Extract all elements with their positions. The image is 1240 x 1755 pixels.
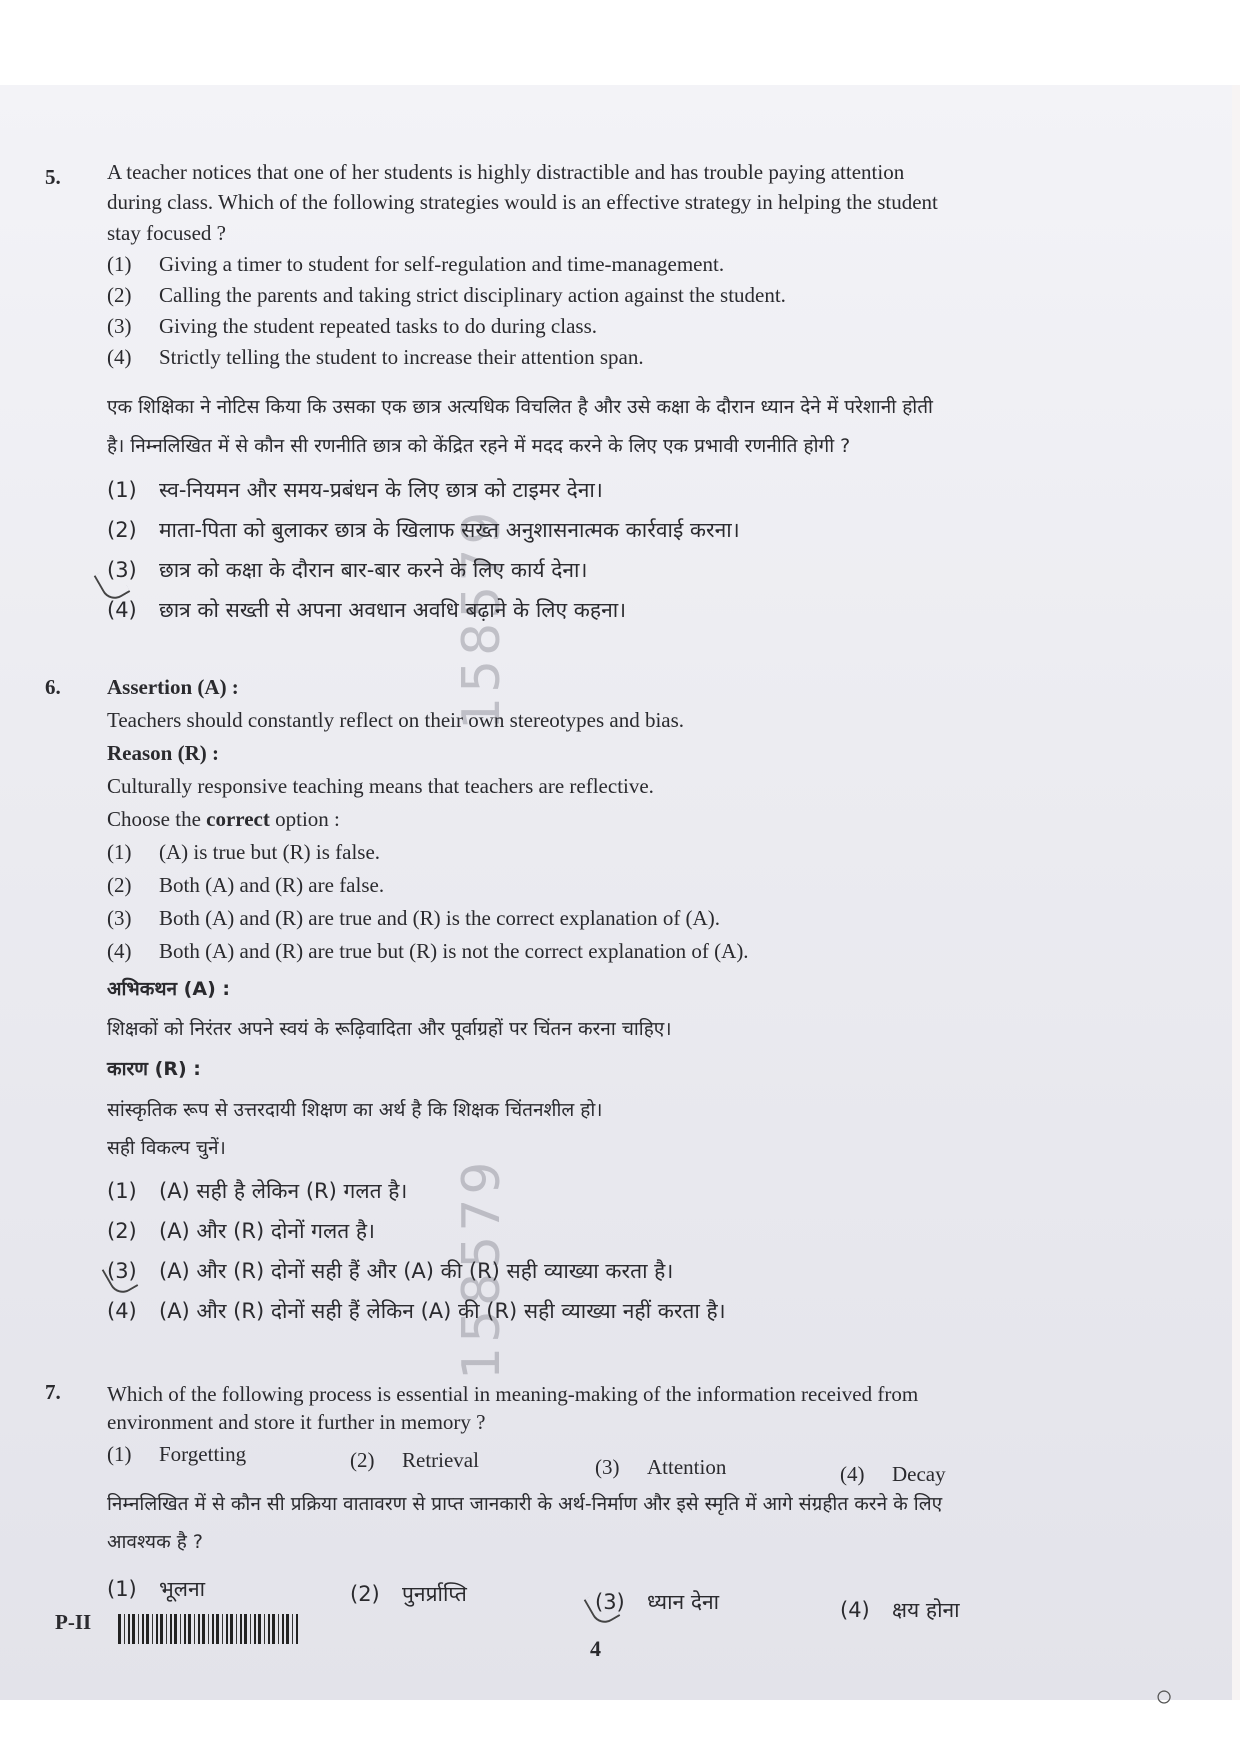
hindi-option-4[interactable]: (4) छात्र को सख्ती से अपना अवधान अवधि बढ़ाने के लिए कहना।	[107, 598, 627, 622]
hindi-option-2[interactable]: (2) माता-पिता को बुलाकर छात्र के खिलाफ सख्त अनुशासनात्मक कार्रवाई करना।	[107, 518, 740, 542]
option-1[interactable]: (1) Giving a timer to student for self-regulation and time-management.	[107, 252, 725, 276]
question-text-line: Which of the following process is essential in meaning-making of the information received from	[107, 1382, 919, 1406]
question-text-line: A teacher notices that one of her students is highly distractible and has trouble paying attention	[107, 160, 905, 184]
assertion-text: Teachers should constantly reflect on their own stereotypes and bias.	[107, 708, 685, 732]
option-3[interactable]: (3) Attention	[595, 1455, 727, 1479]
hindi-reason-text: सांस्कृतिक रूप से उत्तरदायी शिक्षण का अर्थ है कि शिक्षक चिंतनशील हो।	[107, 1099, 603, 1121]
hindi-option-2[interactable]: (2) पुनर्प्राप्ति	[350, 1582, 467, 1606]
hindi-assertion-text: शिक्षकों को निरंतर अपने स्वयं के रूढ़िवादिता और पूर्वाग्रहों पर चिंतन करना चाहिए।	[107, 1018, 672, 1040]
hindi-option-4[interactable]: (4) क्षय होना	[840, 1598, 960, 1622]
hindi-option-3[interactable]: (3) ध्यान देना	[595, 1590, 720, 1614]
barcode-icon	[118, 1614, 298, 1644]
option-3[interactable]: (3) Both (A) and (R) are true and (R) is the correct explanation of (A).	[107, 906, 720, 930]
reason-label: Reason (R) :	[107, 741, 219, 765]
option-4[interactable]: (4) Both (A) and (R) are true but (R) is not the correct explanation of (A).	[107, 939, 749, 963]
hindi-assertion-label: अभिकथन (A) :	[107, 978, 230, 1000]
option-3[interactable]: (3) Giving the student repeated tasks to do during class.	[107, 314, 597, 338]
hindi-option-1[interactable]: (1) भूलना	[107, 1577, 206, 1601]
assertion-label: Assertion (A) :	[107, 675, 239, 699]
question-text-line: environment and store it further in memory ?	[107, 1410, 486, 1434]
page-number: 4	[590, 1636, 601, 1661]
reason-text: Culturally responsive teaching means that teachers are reflective.	[107, 774, 654, 798]
option-2[interactable]: (2) Both (A) and (R) are false.	[107, 873, 385, 897]
option-4[interactable]: (4) Strictly telling the student to increase their attention span.	[107, 345, 644, 369]
hindi-choose-instruction: सही विकल्प चुनें।	[107, 1137, 226, 1159]
question-number: 7.	[45, 1380, 61, 1404]
choose-instruction: Choose the correct option :	[107, 807, 340, 831]
hindi-option-3[interactable]: (3) छात्र को कक्षा के दौरान बार-बार करने के लिए कार्य देना।	[107, 558, 588, 582]
hindi-option-1[interactable]: (1) स्व-नियमन और समय-प्रबंधन के लिए छात्र को टाइमर देना।	[107, 478, 603, 502]
hindi-question-line: आवश्यक है ?	[107, 1531, 203, 1553]
hindi-question-line: निम्नलिखित में से कौन सी प्रक्रिया वातावरण से प्राप्त जानकारी के अर्थ-निर्माण और इसे स्मृति में आगे संग्रहीत करने के लिए	[107, 1493, 943, 1515]
watermark-serial: 158579	[452, 1157, 512, 1380]
hindi-question-line: है। निम्नलिखित में से कौन सी रणनीति छात्र को केंद्रित रहने में मदद करने के लिए एक प्रभावी रणनीति होगी ?	[107, 435, 851, 457]
page-edge	[1232, 85, 1240, 1700]
watermark-serial: 158579	[452, 507, 512, 730]
paper-code: P-II	[55, 1610, 92, 1634]
option-4[interactable]: (4) Decay	[840, 1462, 946, 1486]
question-text-line: during class. Which of the following strategies would is an effective strategy in helping the student	[107, 190, 938, 214]
option-2[interactable]: (2) Calling the parents and taking strict disciplinary action against the student.	[107, 283, 786, 307]
option-1[interactable]: (1) Forgetting	[107, 1442, 247, 1466]
question-number: 6.	[45, 675, 61, 699]
hindi-option-4[interactable]: (4) (A) और (R) दोनों सही हैं लेकिन (A) की (R) सही व्याख्या नहीं करता है।	[107, 1299, 726, 1323]
hindi-option-1[interactable]: (1) (A) सही है लेकिन (R) गलत है।	[107, 1179, 408, 1203]
option-1[interactable]: (1) (A) is true but (R) is false.	[107, 840, 381, 864]
question-number: 5.	[45, 165, 61, 189]
question-text-line: stay focused ?	[107, 221, 226, 245]
hindi-option-3[interactable]: (3) (A) और (R) दोनों सही हैं और (A) की (R) सही व्याख्या करता है।	[107, 1259, 674, 1283]
hindi-question-line: एक शिक्षिका ने नोटिस किया कि उसका एक छात्र अत्यधिक विचलित है और उसे कक्षा के दौरान ध्यान देने में परेशानी होती	[107, 396, 933, 418]
corner-mark-icon: ○	[1155, 1680, 1174, 1713]
hindi-option-2[interactable]: (2) (A) और (R) दोनों गलत है।	[107, 1219, 376, 1243]
hindi-reason-label: कारण (R) :	[107, 1058, 201, 1080]
option-2[interactable]: (2) Retrieval	[350, 1448, 479, 1472]
